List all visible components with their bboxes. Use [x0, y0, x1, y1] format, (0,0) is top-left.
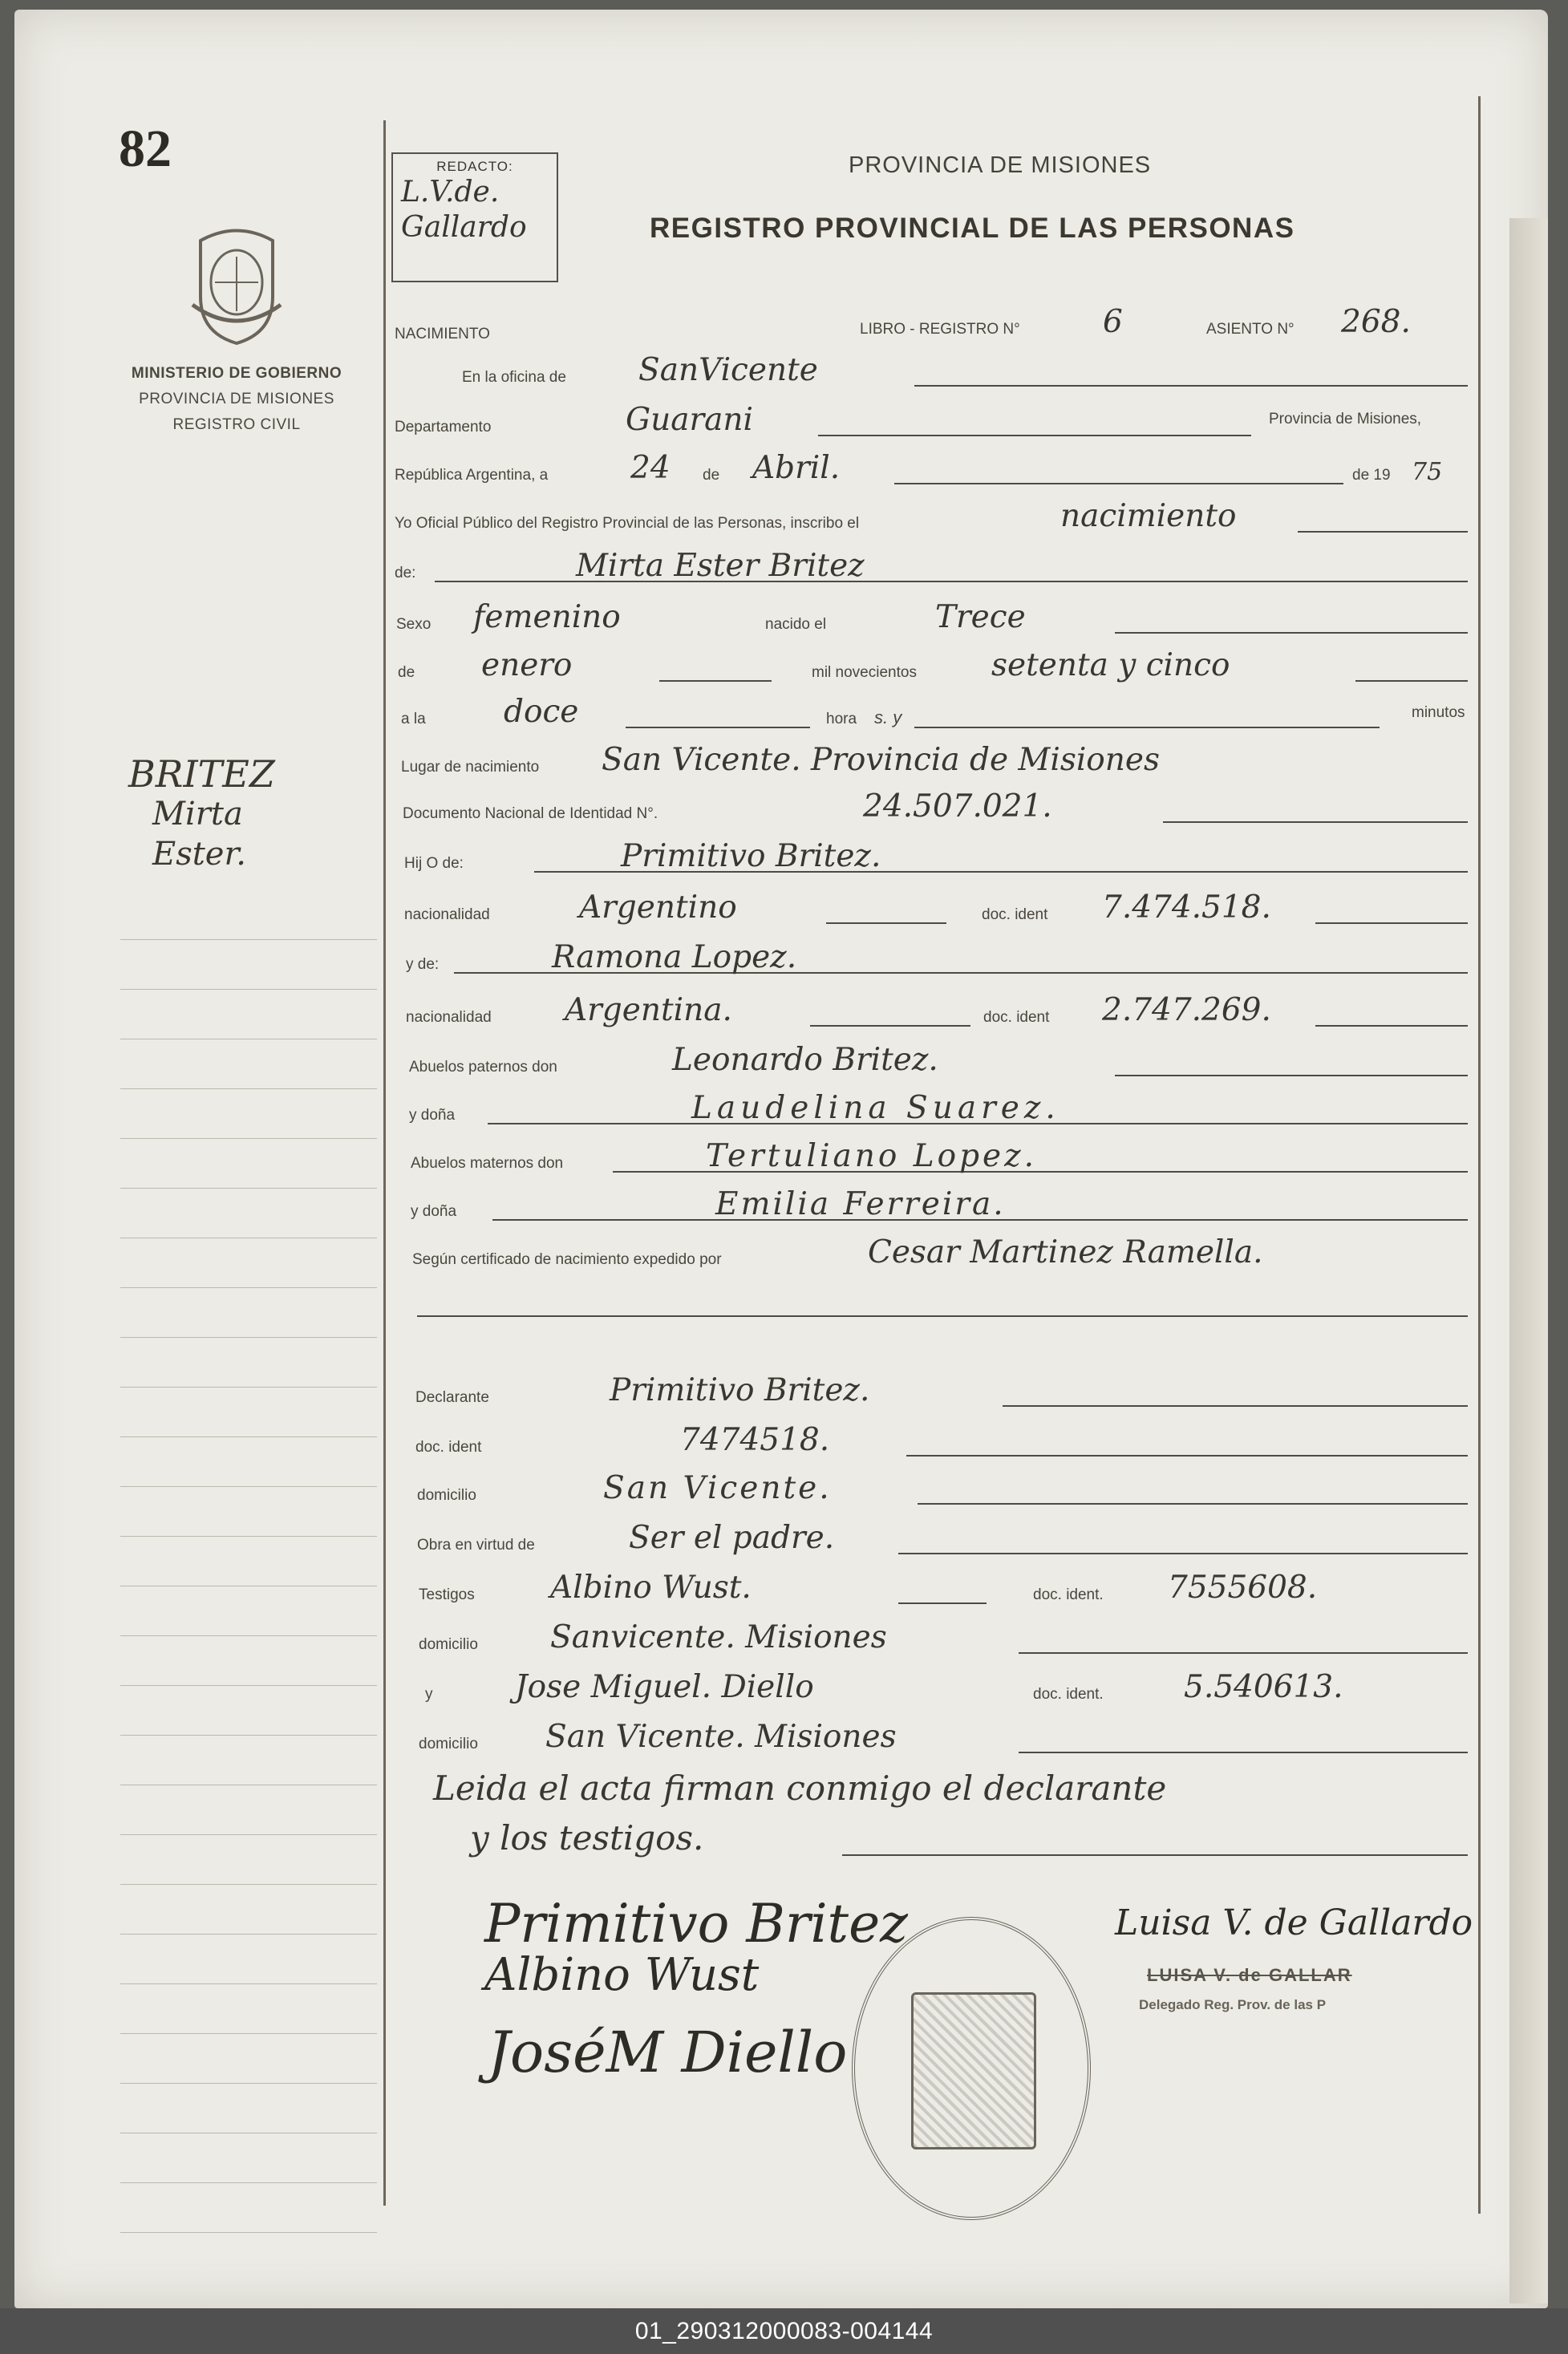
ala-label: a la	[401, 711, 426, 727]
declarante-domicilio-label: domicilio	[417, 1487, 476, 1504]
declarante-domicilio-line	[918, 1503, 1468, 1505]
fecha-line	[894, 483, 1343, 484]
declarante-label: Declarante	[415, 1389, 489, 1406]
libro-label: LIBRO - REGISTRO N°	[860, 321, 1020, 338]
registry-label: REGISTRO CIVIL	[172, 416, 301, 433]
testigo1-domicilio-label: domicilio	[419, 1636, 478, 1653]
image-code: 01_290312000083-004144	[634, 2318, 934, 2344]
obra-value: Ser el padre.	[629, 1520, 835, 1556]
row-testigo1	[393, 1570, 1484, 1611]
asiento-value: 268.	[1341, 304, 1411, 340]
certificado-value: Cesar Martinez Ramella.	[868, 1234, 1263, 1270]
province-label: PROVINCIA DE MISIONES	[139, 391, 334, 407]
lugar-value: San Vicente. Provincia de Misiones	[602, 742, 1161, 778]
abuelo-paterno-line	[1115, 1075, 1468, 1076]
oficina-line	[914, 385, 1468, 387]
row-madre	[393, 940, 1484, 980]
declarante-doc-label: doc. ident	[415, 1439, 482, 1456]
certificado-cont-line	[417, 1315, 1468, 1317]
testigo2-domicilio-value: San Vicente. Misiones	[545, 1719, 897, 1755]
redacto-surname: Gallardo	[401, 211, 527, 244]
row-inscribo	[393, 499, 1484, 539]
row-sexo	[393, 600, 1484, 640]
obra-line	[898, 1553, 1468, 1554]
testigo2-doc-value: 5.540613.	[1184, 1669, 1343, 1705]
signature-declarante: Primitivo Britez	[484, 1893, 908, 1955]
minutos-label: minutos	[1412, 704, 1465, 721]
redacto-initials: L.V.de.	[401, 176, 500, 209]
row-certificado-cont	[393, 1283, 1484, 1323]
image-code-bar	[0, 2308, 1568, 2354]
minutos-line	[914, 727, 1380, 728]
abuela-paterna-value: Laudelina Suarez.	[691, 1090, 1060, 1126]
nac-padre-line	[826, 922, 946, 924]
row-nac-padre	[393, 890, 1484, 930]
docid-madre-line	[1315, 1025, 1468, 1027]
docid-padre-label: doc. ident	[982, 906, 1048, 923]
inscribo-value: nacimiento	[1060, 498, 1237, 534]
inscribo-line	[1298, 531, 1468, 533]
row-declarante-domicilio	[393, 1471, 1484, 1511]
signature-testigo2: JoséM Diello	[488, 2020, 848, 2085]
mil-line	[1355, 680, 1468, 682]
nacido-label: nacido el	[765, 616, 827, 633]
ydona2-label: y doña	[411, 1203, 457, 1220]
row-departamento	[393, 403, 1484, 443]
cierre-line	[842, 1854, 1468, 1856]
official-name-stamp: LUISA V. de GALLAR	[1147, 1965, 1352, 1985]
lugar-label: Lugar de nacimiento	[401, 759, 540, 776]
declarante-doc-value: 7474518.	[680, 1422, 830, 1458]
declarante-value: Primitivo Britez.	[610, 1372, 870, 1408]
row-libro	[393, 305, 1484, 345]
mes2-line	[659, 680, 772, 682]
abuelo-paterno-label: Abuelos paternos don	[409, 1059, 557, 1076]
testigo1-doc-value: 7555608.	[1168, 1570, 1318, 1606]
declarante-doc-line	[906, 1455, 1468, 1457]
hora-value: doce	[504, 694, 579, 730]
row-testigo2	[393, 1670, 1484, 1710]
row-declarante-doc	[393, 1423, 1484, 1463]
oficina-value: SanVicente	[638, 352, 818, 388]
abuela-materna-value: Emilia Ferreira.	[715, 1186, 1006, 1222]
oficina-label: En la oficina de	[462, 369, 566, 386]
sexo-value: femenino	[473, 599, 621, 635]
departamento-value: Guarani	[626, 402, 754, 438]
testigo1-value: Albino Wust.	[550, 1570, 752, 1606]
row-abuela-materna	[393, 1187, 1484, 1227]
docid-madre-value: 2.747.269.	[1102, 992, 1271, 1028]
abuelo-paterno-value: Leonardo Britez.	[672, 1042, 938, 1078]
nac-padre-value: Argentino	[579, 889, 737, 926]
row-lugar	[393, 743, 1484, 783]
nac-madre-label: nacionalidad	[406, 1009, 492, 1026]
nacido-value: Trece	[935, 599, 1026, 635]
y-label: y	[425, 1686, 433, 1703]
row-nac-madre	[393, 993, 1484, 1033]
redacto-label: REDACTO:	[436, 159, 513, 174]
departamento-line	[818, 435, 1251, 436]
testigo2-domicilio-label: domicilio	[419, 1736, 478, 1752]
cierre-line-2: y los testigos.	[470, 1818, 704, 1858]
certificado-label: Según certificado de nacimiento expedido por	[412, 1251, 722, 1268]
hora-extra: s. y	[874, 707, 902, 727]
mes2-value: enero	[481, 647, 573, 683]
de-mes-label: de	[398, 664, 415, 681]
obra-label: Obra en virtud de	[417, 1537, 535, 1554]
row-abuelo-paterno	[393, 1043, 1484, 1083]
testigo2-doc-label: doc. ident.	[1033, 1686, 1104, 1703]
margin-annotation	[128, 754, 275, 874]
dia-value: 24	[630, 450, 671, 486]
padre-value: Primitivo Britez.	[621, 838, 881, 874]
yde-label: y de:	[406, 956, 440, 973]
dni-value: 24.507.021.	[863, 788, 1052, 825]
hora-label: hora	[826, 711, 857, 727]
docid-madre-label: doc. ident	[983, 1009, 1050, 1026]
row-fecha-inscripcion	[393, 451, 1484, 491]
margin-second-name: Ester.	[152, 836, 246, 873]
testigo1-doc-label: doc. ident.	[1033, 1586, 1104, 1603]
cierre-line-1: Leida el acta firman conmigo el declarante	[433, 1769, 1167, 1808]
row-declarante	[393, 1373, 1484, 1413]
abuelo-materno-value: Tertuliano Lopez.	[706, 1138, 1038, 1174]
ydona1-label: y doña	[409, 1107, 456, 1124]
row-oficina	[393, 353, 1484, 393]
ministry-label: MINISTERIO DE GOBIERNO	[131, 365, 342, 382]
registry-seal-stamp	[852, 1917, 1091, 2220]
testigo1-line	[898, 1602, 987, 1604]
nac-padre-label: nacionalidad	[404, 906, 490, 923]
seal-emblem-icon	[911, 1992, 1036, 2149]
row-certificado	[393, 1235, 1484, 1275]
row-cierre-2	[393, 1818, 1484, 1862]
nacimiento-label: NACIMIENTO	[395, 326, 490, 342]
row-obra	[393, 1521, 1484, 1561]
nacido-line	[1115, 632, 1468, 634]
margin-first-name: Mirta	[152, 796, 243, 833]
folio-number: 82	[119, 120, 172, 178]
row-mes-anio	[393, 648, 1484, 688]
dni-line	[1163, 821, 1468, 823]
row-nombre	[393, 549, 1484, 589]
row-testigo1-domicilio	[393, 1620, 1484, 1660]
row-abuelo-materno	[393, 1139, 1484, 1179]
anio-value: 75	[1412, 458, 1443, 486]
margin-surname: BRITEZ	[128, 752, 275, 796]
nac-madre-line	[810, 1025, 970, 1027]
docid-padre-value: 7.474.518.	[1102, 889, 1271, 926]
departamento-label: Departamento	[395, 419, 492, 436]
docid-padre-line	[1315, 922, 1468, 924]
libro-value: 6	[1103, 304, 1123, 340]
provincia-label: Provincia de Misiones,	[1269, 411, 1422, 427]
de-nombre-label: de:	[395, 565, 416, 581]
signature-testigo1: Albino Wust	[484, 1949, 760, 2001]
margin-rule	[383, 120, 386, 2206]
declarante-domicilio-value: San Vicente.	[603, 1470, 832, 1506]
de-label: de	[703, 467, 720, 484]
ministry-block	[96, 225, 377, 434]
anio-prefix: de 19	[1352, 467, 1391, 484]
margin-ruling	[120, 890, 377, 2254]
testigo2-value: Jose Miguel. Diello	[515, 1669, 814, 1705]
dni-label: Documento Nacional de Identidad N°.	[403, 805, 658, 822]
madre-value: Ramona Lopez.	[552, 939, 797, 975]
declarante-line	[1003, 1405, 1468, 1407]
row-hora	[393, 695, 1484, 735]
testigos-label: Testigos	[419, 1586, 475, 1603]
hijo-label: Hij O de:	[404, 855, 464, 872]
signature-oficial: Luisa V. de Gallardo	[1115, 1902, 1473, 1943]
row-cierre-1	[393, 1769, 1484, 1813]
nac-madre-value: Argentina.	[565, 992, 732, 1028]
hora-line	[626, 727, 810, 728]
row-padre	[393, 839, 1484, 879]
testigo2-domicilio-line	[1019, 1752, 1468, 1753]
province-crest-icon	[184, 225, 289, 345]
asiento-label: ASIENTO N°	[1206, 321, 1295, 338]
page-edge	[1509, 218, 1548, 2303]
testigo1-domicilio-line	[1019, 1652, 1468, 1654]
mil-label: mil novecientos	[812, 664, 917, 681]
nombre-value: Mirta Ester Britez	[576, 548, 865, 584]
mil-value: setenta y cinco	[991, 647, 1230, 683]
testigo1-domicilio-value: Sanvicente. Misiones	[550, 1619, 887, 1655]
republica-label: República Argentina, a	[395, 467, 549, 484]
province-heading: PROVINCIA DE MISIONES	[849, 152, 1152, 178]
registry-title: REGISTRO PROVINCIAL DE LAS PERSONAS	[650, 213, 1295, 244]
row-dni	[393, 789, 1484, 829]
abuelo-materno-label: Abuelos maternos don	[411, 1155, 564, 1172]
row-abuela-paterna	[393, 1091, 1484, 1131]
sexo-label: Sexo	[396, 616, 432, 633]
mes-value: Abril.	[752, 450, 841, 486]
row-testigo2-domicilio	[393, 1720, 1484, 1760]
official-title-stamp: Delegado Reg. Prov. de las P	[1139, 1997, 1327, 2012]
redacto-box	[391, 152, 558, 282]
inscribo-label: Yo Oficial Público del Registro Provincial de las Personas, inscribo el	[395, 515, 860, 532]
